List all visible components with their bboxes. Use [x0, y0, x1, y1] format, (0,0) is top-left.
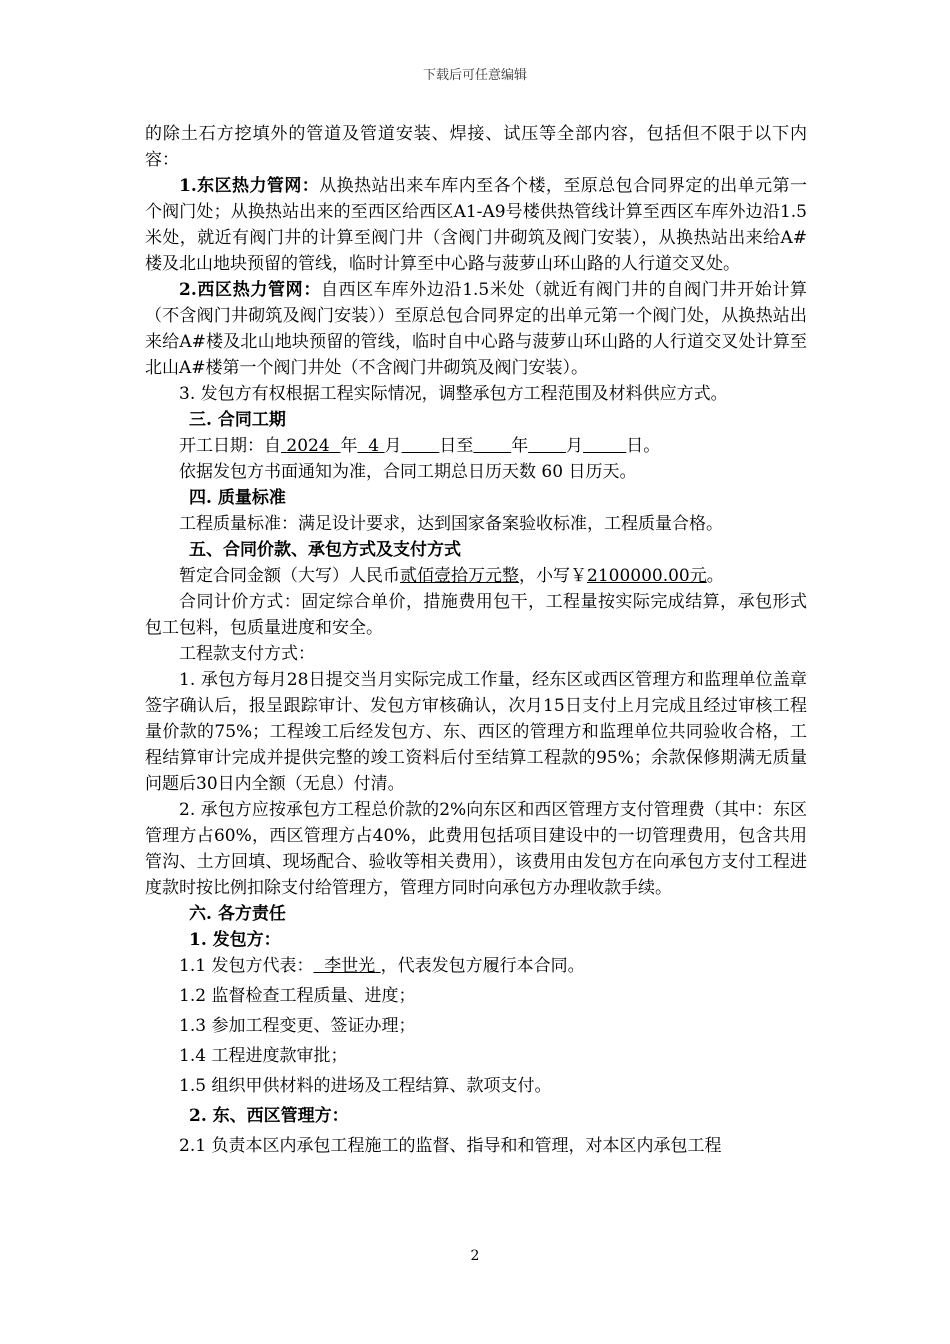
document-body — [145, 121, 807, 1159]
section-3-title: 三. 合同工期 — [189, 410, 286, 430]
scope-item-1-text: 从换热站出来车库内至各个楼，至原总包合同界定的出单元第一个阀门处；从换热站出来的至西区给西区A1-A9号楼供热管线计算至西区车库外边沿1.5米处，就近有阀门井的计算至阀门井（含阀门井砌筑及阀门安装），从换热站出来给A#楼及北山地块预留的管线，临时计算至中心路与菠萝山环山路的人行道交叉处。 — [145, 176, 807, 274]
payment-clause-2: 2. 承包方应按承包方工程总价款的2%向东区和西区管理方支付管理费（其中：东区管理方占60%，西区管理方占40%，此费用包括项目建设中的一切管理费用，包含共用管沟、土方回填、现场配合、验收等相关费用），该费用由发包方在向承包方支付工程进度款时按比例扣除支付给管理方，管理方同时向承包方办理收款手续。 — [145, 800, 807, 898]
scope-item-1-label: 1.东区热力管网： — [179, 176, 320, 196]
representative-name: 李世光 — [324, 956, 376, 976]
end-month-blank — [528, 436, 566, 456]
duty-1-2: 1.2 监督检查工程质量、进度； — [179, 986, 416, 1006]
start-day-blank — [402, 436, 440, 456]
section-4-title: 四. 质量标准 — [189, 488, 286, 508]
payment-clause-1: 1. 承包方每月28日提交当月实际完成工作量，经东区或西区管理方和监理单位盖章签字确认后，报呈跟踪审计、发包方审核确认，次月15日支付上月完成且经过审核工程量价款的75%；工程竣工后经发包方、东、西区的管理方和监理单位共同验收合格，工程结算审计完成并提供完整的竣工资料后付至结算工程款的95%；余款保修期满无质量问题后30日内全额（无息）付清。 — [145, 670, 807, 794]
duty-1-3: 1.3 参加工程变更、签证办理； — [179, 1016, 416, 1036]
duty-1-5: 1.5 组织甲供材料的进场及工程结算、款项支付。 — [179, 1076, 552, 1096]
contract-amount: 暂定合同金额（大写）人民币贰佰壹拾万元整，小写￥2100000.00元。 — [179, 566, 724, 586]
scope-item-1 — [145, 173, 807, 277]
duty-1-1: 1.1 发包方代表： 李世光 ，代表发包方履行本合同。 — [179, 956, 585, 976]
duty-2-1: 2.1 负责本区内承包工程施工的监督、指导和和管理，对本区内承包工程 — [179, 1136, 722, 1156]
start-year-label: 年 — [340, 436, 358, 456]
scope-item-2 — [145, 277, 807, 381]
scope-item-2-label: 2.西区热力管网： — [179, 280, 321, 300]
section-6-title: 六. 各方责任 — [189, 904, 286, 924]
start-year-value: 2024 — [286, 436, 330, 456]
party-2-title: 2. 东、西区管理方： — [189, 1106, 349, 1126]
quality-standard: 工程质量标准：满足设计要求，达到国家备案验收标准，工程质量合格。 — [179, 514, 723, 534]
start-month-value: 4 — [368, 436, 380, 456]
end-month-label: 月 — [566, 436, 584, 456]
payment-method-title: 工程款支付方式： — [179, 644, 315, 664]
party-1-title: 1. 发包方： — [189, 930, 281, 950]
start-month-label: 月 — [384, 436, 402, 456]
page-header: 下载后可任意编辑 — [422, 68, 527, 83]
duration-basis: 依据发包方书面通知为准，合同工期总日历天数 60 日历天。 — [179, 462, 637, 482]
amount-in-figures: 2100000.00元 — [587, 566, 707, 586]
end-year-label: 年 — [511, 436, 529, 456]
scope-item-3: 3. 发包方有权根据工程实际情况，调整承包方工程范围及材料供应方式。 — [179, 384, 728, 404]
start-date-prefix: 开工日期：自 — [179, 436, 281, 456]
section-5-title: 五、合同价款、承包方式及支付方式 — [189, 540, 461, 560]
amount-in-words: 贰佰壹拾万元整 — [400, 566, 519, 586]
end-day-label: 日。 — [626, 436, 661, 456]
end-day-blank — [583, 436, 626, 456]
end-year-blank — [473, 436, 511, 456]
intro-paragraph: 的除土石方挖填外的管道及管道安装、焊接、试压等全部内容，包括但不限于以下内容： — [145, 124, 807, 170]
duty-1-4: 1.4 工程进度款审批； — [179, 1046, 348, 1066]
start-day-label: 日至 — [439, 436, 474, 456]
scope-item-2-text: 自西区车库外边沿1.5米处（就近有阀门井的自阀门井开始计算（不含阀门井砌筑及阀门安装））至原总包合同界定的出单元第一个阀门处，从换热站出来给A#楼及北山地块预留的管线，临时自中心路与菠萝山环山路的人行道交叉处计算至北山A#楼第一个阀门井处（不含阀门井砌筑及阀门安装）。 — [145, 280, 807, 378]
pricing-method: 合同计价方式：固定综合单价，措施费用包干，工程量按实际完成结算，承包形式包工包料，包质量进度和安全。 — [145, 592, 807, 638]
page-number: 2 — [470, 1248, 480, 1264]
start-date-line — [145, 433, 807, 459]
